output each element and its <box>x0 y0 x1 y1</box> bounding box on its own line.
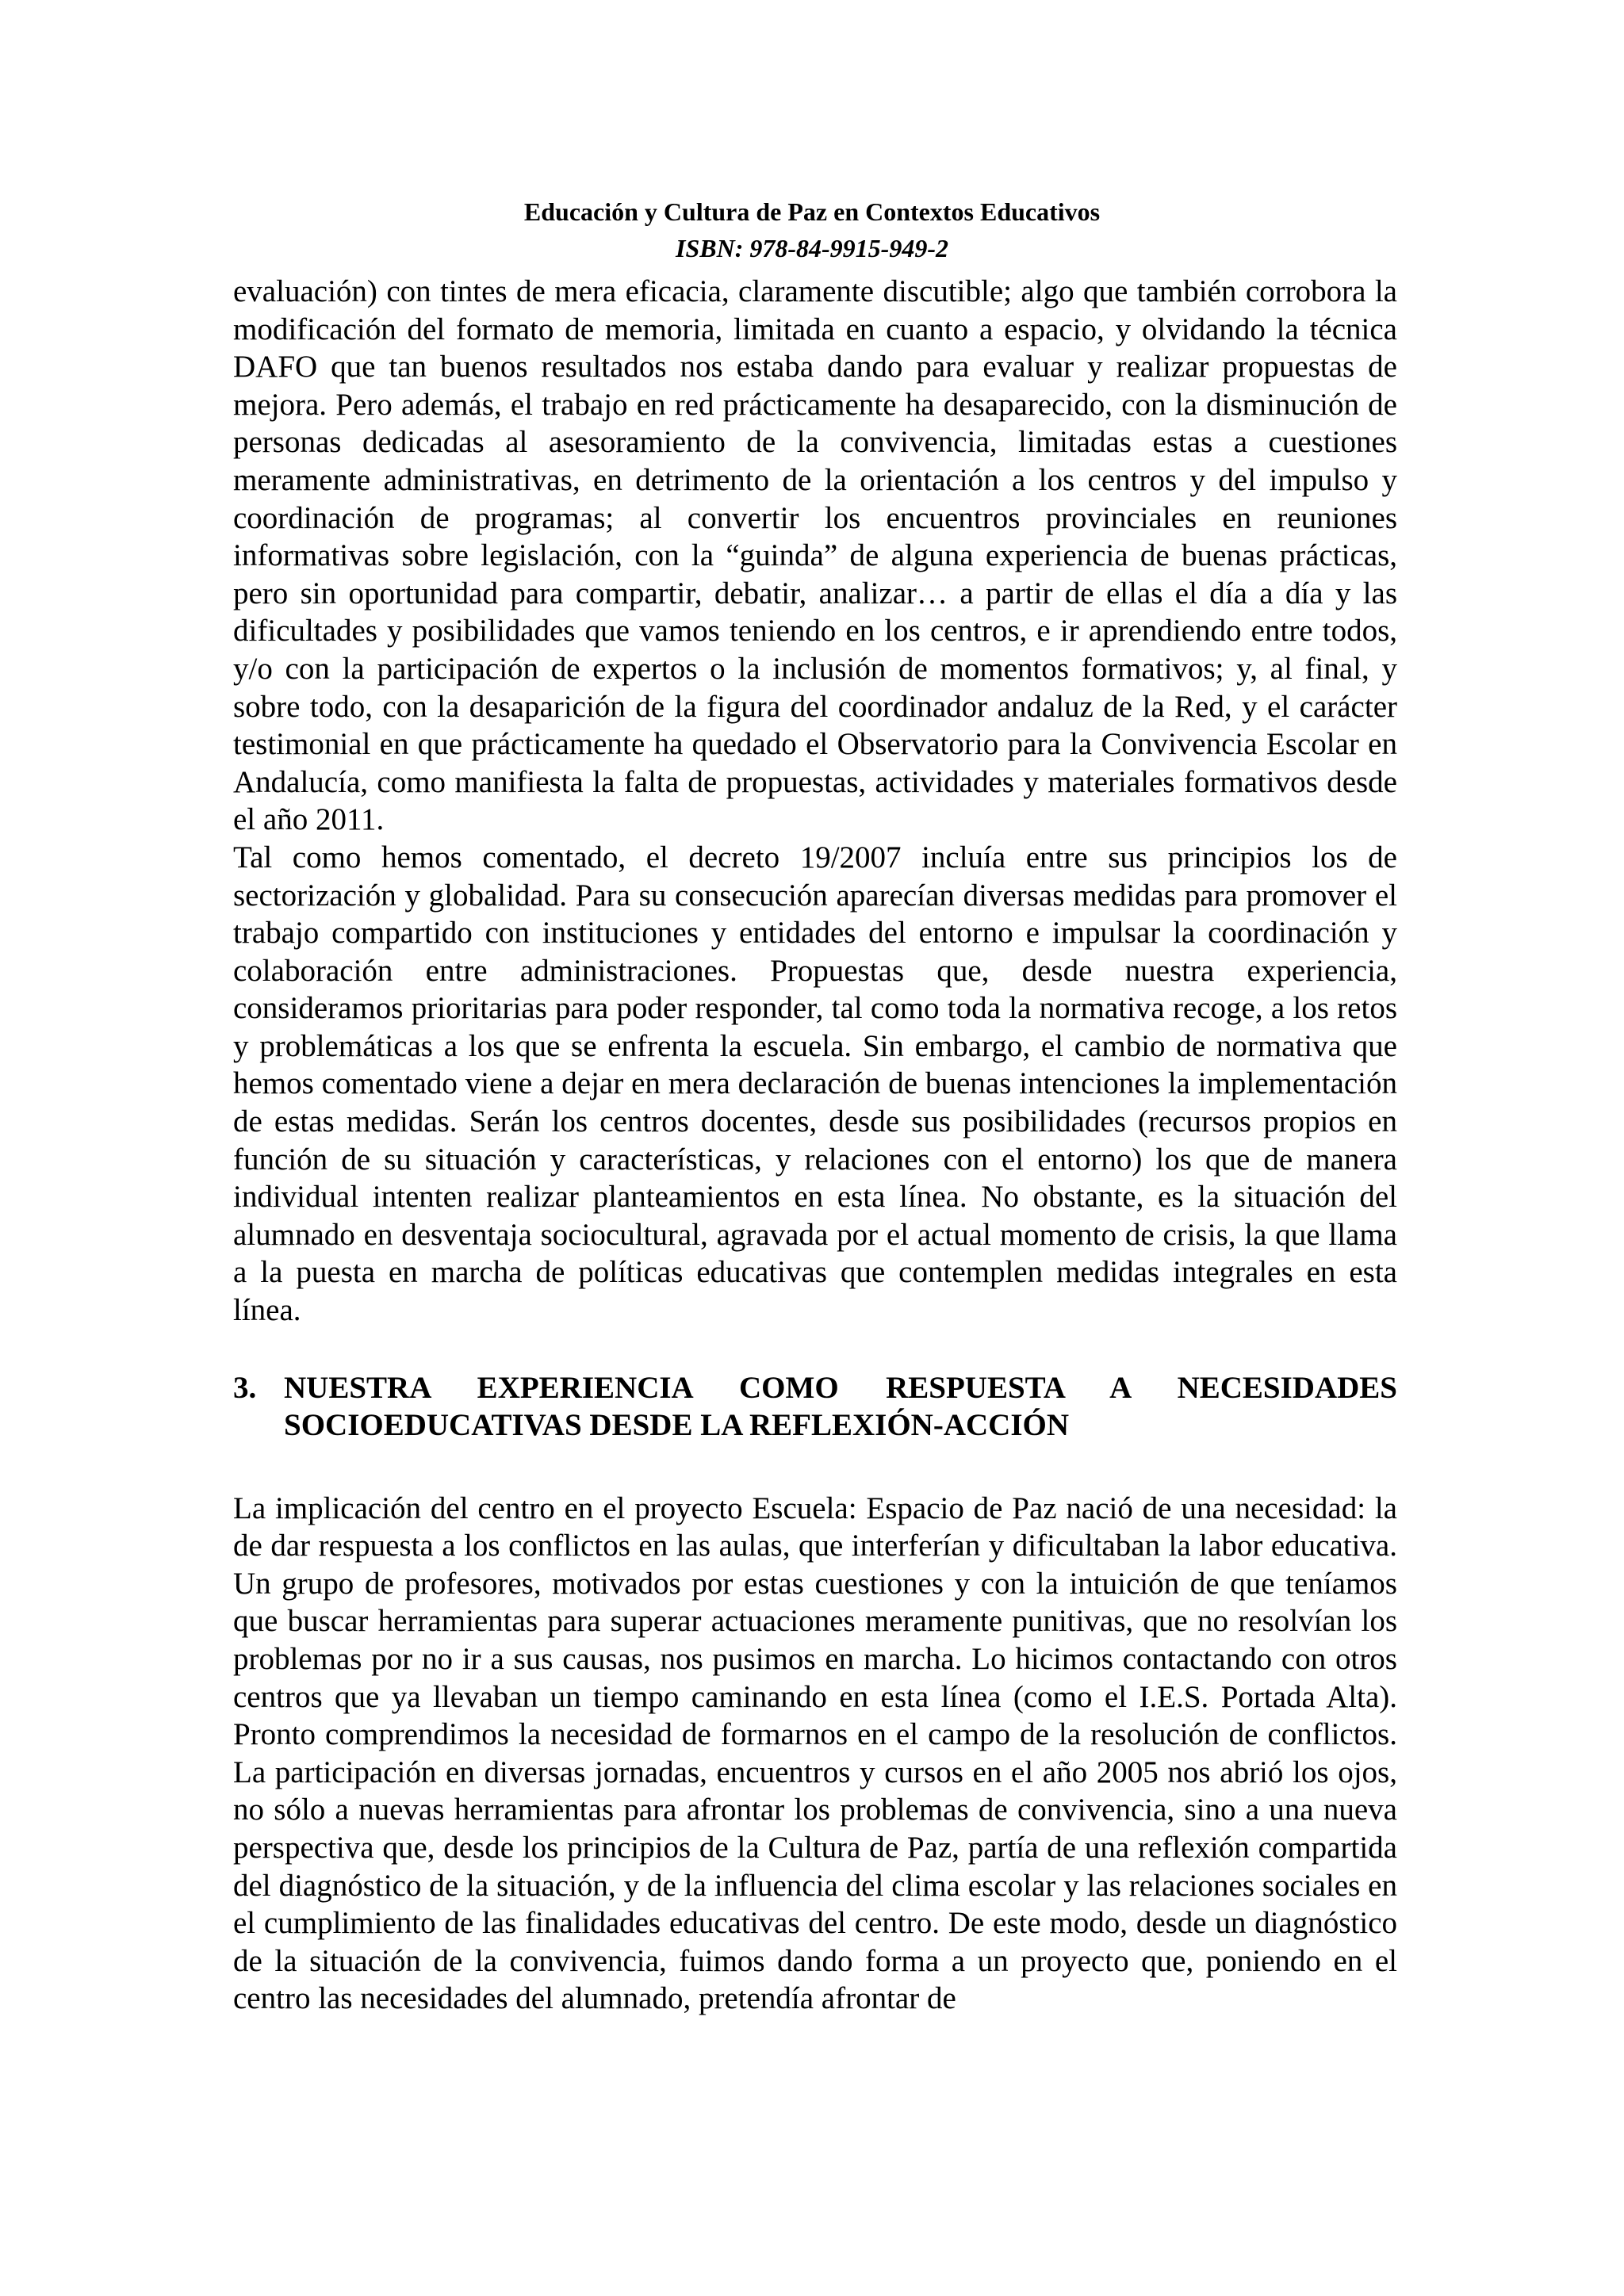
paragraph: Tal como hemos comentado, el decreto 19/2007 incluía entre sus principios los de sectorización y globalidad. Para su consecución aparecían diversas medidas para promover el trabajo compartido con instituciones y entidades del entorno e impulsar la coordinación y colaboración entre administraciones. Propuestas que, desde nuestra experiencia, consideramos prioritarias para poder responder, tal como toda la normativa recoge, a los retos y problemáticas a los que se enfrenta la escuela. Sin embargo, el cambio de normativa que hemos comentado viene a dejar en mera declaración de buenas intenciones la implementación de estas medidas. Serán los centros docentes, desde sus posibilidades (recursos propios en función de su situación y características, y relaciones con el entorno) los que de manera individual intenten realizar planteamientos en esta línea. No obstante, es la situación del alumnado en desventaja sociocultural, agravada por el actual momento de crisis, la que llama a la puesta en marcha de políticas educativas que contemplen medidas integrales en esta línea. <box>233 840 1397 1328</box>
header-title: Educación y Cultura de Paz en Contextos Educativos <box>523 197 1101 226</box>
section-heading <box>233 1369 1397 1444</box>
section-number: 3. <box>233 1370 257 1405</box>
paragraph: evaluación) con tintes de mera eficacia, claramente discutible; algo que también corrobora la modificación del formato de memoria, limitada en cuanto a espacio, y olvidando la técnica DAFO que tan buenos resultados nos estaba dando para evaluar y realizar propuestas de mejora. Pero además, el trabajo en red prácticamente ha desaparecido, con la disminución de personas dedicadas al asesoramiento de la convivencia, limitadas estas a cuestiones meramente administrativas, en detrimento de la orientación a los centros y del impulso y coordinación de programas; al convertir los encuentros provinciales en reuniones informativas sobre legislación, con la “guinda” de alguna experiencia de buenas prácticas, pero sin oportunidad para compartir, debatir, analizar… a partir de ellas el día a día y las dificultades y posibilidades que vamos teniendo en los centros, e ir aprendiendo entre todos, y/o con la participación de expertos o la inclusión de momentos formativos; y, al final, y sobre todo, con la desaparición de la figura del coordinador andaluz de la Red, y el carácter testimonial en que prácticamente ha quedado el Observatorio para la Convivencia Escolar en Andalucía, como manifiesta la falta de propuestas, actividades y materiales formativos desde el año 2011. <box>233 274 1397 837</box>
section-title: NUESTRA EXPERIENCIA COMO RESPUESTA A NECESIDADES SOCIOEDUCATIVAS DESDE LA REFLEXIÓN-ACCIÓN <box>284 1370 1397 1442</box>
header-isbn: ISBN: 978-84-9915-949-2 <box>676 234 948 262</box>
paragraph: La implicación del centro en el proyecto Escuela: Espacio de Paz nació de una necesidad: la de dar respuesta a los conflictos en las aulas, que interferían y dificultaban la labor educativa. Un grupo de profesores, motivados por estas cuestiones y con la intuición de que teníamos que buscar herramientas para superar actuaciones meramente punitivas, que no resolvían los problemas por no ir a sus causas, nos pusimos en marcha. Lo hicimos contactando con otros centros que ya llevaban un tiempo caminando en esta línea (como el I.E.S. Portada Alta). Pronto comprendimos la necesidad de formarnos en el campo de la resolución de conflictos. La participación en diversas jornadas, encuentros y cursos en el año 2005 nos abrió los ojos, no sólo a nuevas herramientas para afrontar los problemas de convivencia, sino a una nueva perspectiva que, desde los principios de la Cultura de Paz, partía de una reflexión compartida del diagnóstico de la situación, y de la influencia del clima escolar y las relaciones sociales en el cumplimiento de las finalidades educativas del centro. De este modo, desde un diagnóstico de la situación de la convivencia, fuimos dando forma a un proyecto que, poniendo en el centro las necesidades del alumnado, pretendía afrontar de <box>233 1490 1397 2016</box>
body-text <box>233 273 1397 2018</box>
running-header <box>0 193 1624 266</box>
